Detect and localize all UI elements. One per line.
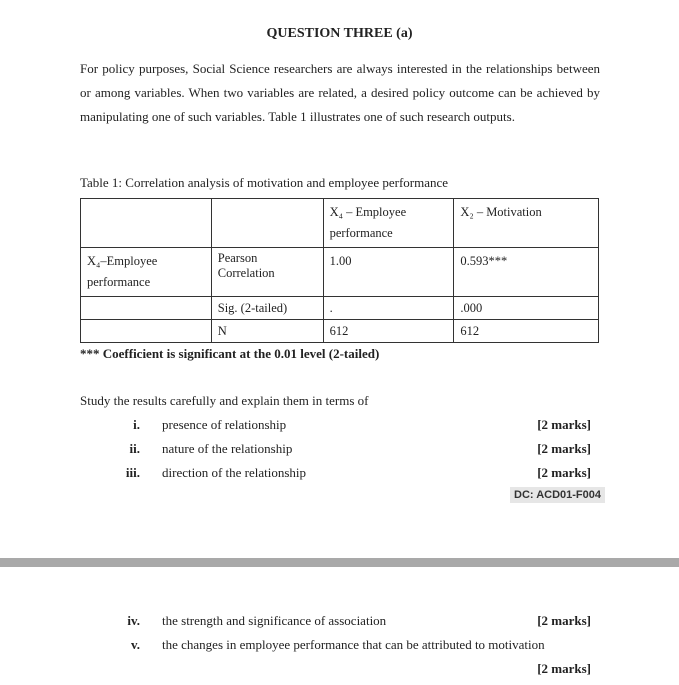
intro-paragraph: For policy purposes, Social Science researchers are always interested in the relationships between or among variables. When two variables are related, a desired policy outcome can be achieved by manipulating one of such variables. Table 1 illustrates one of such research outputs. [80,61,600,124]
table-cell [81,297,212,320]
table-row [81,248,599,297]
table-cell: 612 [323,320,454,343]
question-text: the changes in employee performance that can be attributed to motivation [162,637,545,652]
table-header-row [81,199,599,248]
table-row [81,297,599,320]
correlation-table [80,198,599,343]
table-cell: Pearson Correlation [211,248,323,297]
question-text: nature of the relationship [162,441,293,456]
table-cell: X₄ – Employee performance [323,199,454,248]
question-number: iv. [127,613,140,628]
question-number: i. [133,417,140,432]
table-cell [211,199,323,248]
table-footnote: *** Coefficient is significant at the 0.01 level (2-tailed) [80,346,380,361]
question-number: v. [130,637,140,652]
table-cell: X₂ – Motivation [454,199,599,248]
table-cell [81,199,212,248]
page-separator [0,558,679,567]
question-marks: [2 marks] [537,613,591,628]
table-cell: 612 [454,320,599,343]
question-marks: [2 marks] [537,661,591,676]
table-cell [81,320,212,343]
table-cell: X₄–Employee performance [81,248,212,297]
table-cell: 0.593*** [454,248,599,297]
question-marks: [2 marks] [537,417,591,432]
table-cell: . [323,297,454,320]
question-text: the strength and significance of association [162,613,387,628]
document-code-label: DC: ACD01-F004 [510,487,605,503]
table-caption: Table 1: Correlation analysis of motivation and employee performance [80,175,449,190]
question-number: ii. [129,441,140,456]
question-text: direction of the relationship [162,465,307,480]
question-marks: [2 marks] [537,441,591,456]
instruction-text: Study the results carefully and explain them in terms of [80,393,369,408]
question-title: QUESTION THREE (a) [266,26,413,41]
table-cell: 1.00 [323,248,454,297]
question-marks: [2 marks] [537,465,591,480]
question-text: presence of relationship [162,417,287,432]
question-number: iii. [125,465,140,480]
table-cell: N [211,320,323,343]
table-row [81,320,599,343]
table-cell: Sig. (2-tailed) [211,297,323,320]
table-cell: .000 [454,297,599,320]
